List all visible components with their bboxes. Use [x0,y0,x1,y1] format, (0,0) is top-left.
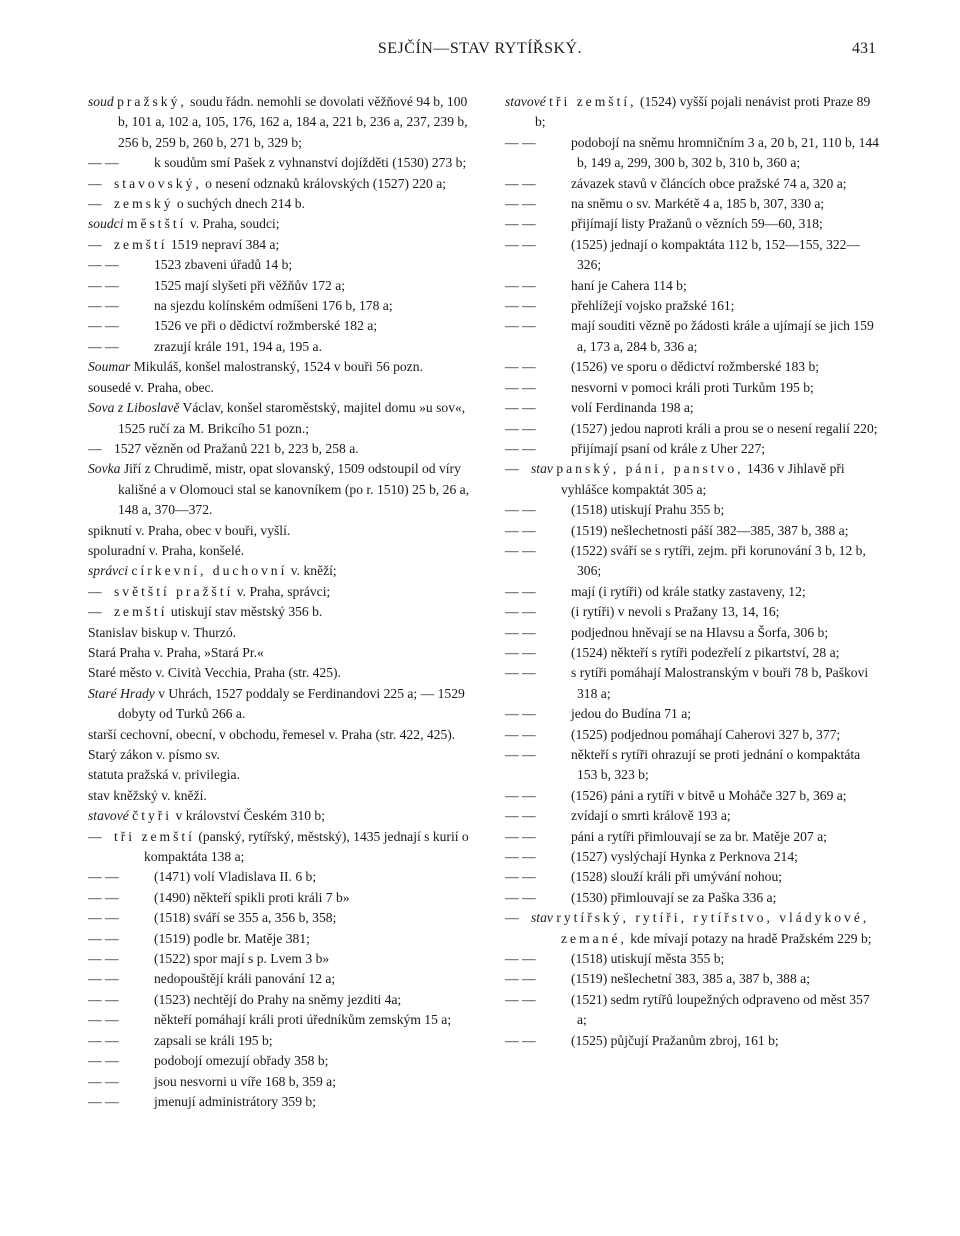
entry-text: k soudům smí Pašek z vyhnanství dojížděti (1530) 273 b; [154,155,467,171]
continuation-dash: — — [505,359,536,375]
continuation-dash: — — [505,196,536,212]
spaced-term: tři zemští, [549,94,637,109]
index-entry [88,867,478,887]
headword: soudci [88,216,124,232]
continuation-dash: — — [88,1053,119,1069]
index-entry [88,561,478,581]
continuation-dash: — — [505,951,536,967]
entry-text: (1519) nešlechetnosti páší 382—385, 387 b, 388 a; [571,522,849,538]
index-entry [505,949,881,969]
index-entry [88,745,478,765]
index-entry [88,1072,478,1092]
spaced-term: zemští [114,236,168,252]
index-entry [88,602,478,622]
continuation-dash: — — [505,808,536,824]
index-entry [88,1051,478,1071]
spaced-term: pražský, [117,94,187,109]
index-entry [505,704,881,724]
continuation-dash: — — [505,134,536,150]
continuation-dash: — [88,196,102,212]
continuation-dash: — — [88,155,119,171]
entry-text: 1525 mají slyšeti při věžňův 172 a; [154,277,346,293]
index-entry [505,521,881,541]
entry-text: zapsali se králi 195 b; [154,1032,273,1048]
index-entry [88,357,478,377]
continuation-dash: — — [505,502,536,518]
index-entry [505,92,881,133]
index-entry [88,786,478,806]
index-entry [88,888,478,908]
headword: stav [531,461,553,477]
index-entry [88,949,478,969]
index-entry [88,643,478,663]
continuation-dash: — — [505,277,536,293]
index-entry [505,235,881,276]
index-entry [505,296,881,316]
entry-text: Starý zákon v. písmo sv. [88,747,220,762]
continuation-dash: — — [88,951,119,967]
entry-text: (1523) nechtějí do Prahy na sněmy jezditi 4a; [154,991,402,1007]
index-entry [88,214,478,234]
entry-text: 1436 v Jihlavě při vyhlášce kompaktát 305 a; [561,461,845,497]
index-entry [88,1092,478,1112]
continuation-dash: — — [88,257,119,273]
continuation-dash: — — [505,971,536,987]
continuation-dash: — — [505,542,536,558]
index-entry [505,133,881,174]
index-entry [88,929,478,949]
entry-text: (1526) ve sporu o dědictví rožmberské 183 b; [571,359,820,375]
continuation-dash: — — [505,298,536,314]
index-entry [88,521,478,541]
continuation-dash: — — [88,1073,119,1089]
entry-text: (1518) utiskují města 355 b; [571,951,725,967]
index-entry [88,194,478,214]
index-entry [505,500,881,520]
headword: stavové [88,808,129,824]
continuation-dash: — — [505,644,536,660]
entry-text: 1527 vězněn od Pražanů 221 b, 223 b, 258 a. [114,440,359,456]
entry-text: v. Praha, správci; [233,583,331,599]
index-entry [505,194,881,214]
continuation-dash: — [88,604,102,620]
page-header [0,40,960,66]
entry-text: (i rytíři) v nevoli s Pražany 13, 14, 16; [571,604,780,620]
continuation-dash: — — [505,583,536,599]
entry-text: přijímají psaní od krále z Uher 227; [571,440,766,456]
entry-text: (1518) utiskují Prahu 355 b; [571,502,725,518]
continuation-dash: — [88,583,102,599]
spaced-term: čtyři [132,808,173,824]
continuation-dash: — — [505,318,536,334]
index-entry [88,92,478,153]
entry-text: statuta pražská v. privilegia. [88,767,240,783]
spaced-term: panský, páni, panstvo, [556,461,744,477]
entry-text: starší cechovní, obecní, v obchodu, řemesel v. Praha (str. 422, 425). [88,726,456,742]
entry-text: Staré město v. Cività Vecchia, Praha (str. 425). [88,665,341,681]
continuation-dash: — — [88,1032,119,1048]
index-entry [88,684,478,725]
index-entry [88,337,478,357]
index-entry [505,867,881,887]
index-entry [88,276,478,296]
continuation-dash: — — [505,849,536,865]
entry-text: (1519) nešlechetní 383, 385 a, 387 b, 388 a; [571,971,810,987]
entry-text: volí Ferdinanda 198 a; [571,400,694,416]
index-entry [88,235,478,255]
entry-text: někteří pomáhají králi proti úředníkům zemským 15 a; [154,1012,452,1028]
entry-text: Václav, konšel staroměstský, majitel domu »u sov«, 1525 ručí za M. Brikcího 51 pozn.; [118,400,466,436]
entry-text: přehlížejí vojsko pražské 161; [571,298,735,314]
continuation-dash: — — [505,216,536,232]
entry-text: v. kněží; [287,563,337,579]
index-entry [505,378,881,398]
index-entry [88,623,478,643]
index-entry [505,847,881,867]
continuation-dash: — [505,910,519,926]
continuation-dash: — — [88,277,119,293]
continuation-dash: — — [505,665,536,681]
continuation-dash: — — [88,930,119,946]
entry-text: s rytíři pomáhají Malostranským v bouři 78 b, Paškovi 318 a; [571,665,869,701]
index-entry [505,725,881,745]
index-entry [505,316,881,357]
entry-text: někteří s rytíři ohrazují se proti jednání o kompaktáta 153 b, 323 b; [571,747,861,783]
continuation-dash: — — [88,889,119,905]
continuation-dash: — — [505,522,536,538]
index-entry [505,582,881,602]
entry-text: stav kněžský v. kněží. [88,787,207,803]
index-entry [88,439,478,459]
entry-text: haní je Cahera 114 b; [571,277,687,293]
continuation-dash: — — [505,420,536,436]
index-entry [505,419,881,439]
continuation-dash: — — [505,1032,536,1048]
index-entry [88,1031,478,1051]
running-title: SEJČÍN—STAV RYTÍŘSKÝ. [377,40,583,57]
entry-text: (1522) sváří se s rytíři, zejm. při korunování 3 b, 12 b, 306; [571,542,866,579]
entry-text: (1519) podle br. Matěje 381; [154,930,310,946]
continuation-dash: — [88,828,102,844]
continuation-dash: — — [88,971,119,987]
index-entry [505,623,881,643]
entry-text: (1490) někteří spikli proti králi 7 b» [154,889,350,905]
spaced-term: církevní, duchovní [131,563,288,579]
entry-text: mají (i rytíři) od krále statky zastaveny, 12; [571,583,806,599]
spaced-term: stavovský, [114,175,202,191]
index-entry [505,459,881,500]
entry-text: (1526) páni a rytíři v bitvě u Moháče 327 b, 369 a; [571,787,847,803]
headword: stavové [505,94,546,109]
headword: správci [88,563,129,579]
entry-text: podobojí na sněmu hromničním 3 a, 20 b, 21, 110 b, 144 b, 149 a, 299, 300 b, 302 b, 310 b, 360 a; [571,134,879,171]
index-entry [88,806,478,826]
headword: Staré Hrady [88,685,155,701]
entry-text: (1530) přimlouvají se za Paška 336 a; [571,889,777,905]
headword: Soumar [88,359,131,375]
continuation-dash: — — [505,991,536,1007]
entry-text: podjednou hněvají se na Hlavsu a Šorfa, 306 b; [571,624,829,640]
entry-text: mají souditi vězně po žádosti krále a ujímají se jich 159 a, 173 a, 284 b, 336 a; [571,318,874,354]
index-entry [505,602,881,622]
entry-text: Stanislav biskup v. Thurzó. [88,624,237,640]
index-entry [505,541,881,582]
index-entry [505,990,881,1031]
continuation-dash: — — [505,747,536,762]
continuation-dash: — — [88,338,119,354]
continuation-dash: — — [505,379,536,395]
continuation-dash: — — [88,991,119,1007]
index-entry [505,276,881,296]
index-entry [88,908,478,928]
headword: Sovka [88,461,121,477]
entry-text: 1523 zbaveni úřadů 14 b; [154,257,293,273]
continuation-dash: — — [505,787,536,803]
index-entry [88,1010,478,1030]
entry-text: o nesení odznaků královských (1527) 220 a; [201,175,447,191]
entry-text: spoluradní v. Praha, konšelé. [88,542,245,558]
continuation-dash: — — [505,400,536,416]
entry-text: zvídají o smrti králově 193 a; [571,808,731,824]
entry-text: (1525) podjednou pomáhají Caherovi 327 b, 377; [571,726,841,742]
entry-text: (1518) sváří se 355 a, 356 b, 358; [154,910,337,926]
index-entry [505,827,881,847]
index-entry [88,255,478,275]
continuation-dash: — — [505,604,536,620]
spaced-term: zemští [114,604,168,620]
index-entry [88,153,478,173]
entry-text: v království Českém 310 b; [172,808,326,824]
continuation-dash: — — [505,828,536,844]
index-entry [505,908,881,949]
entry-text: (1525) jednají o kompaktáta 112 b, 152—155, 322—326; [571,236,861,273]
spaced-term: zemský [114,196,174,212]
spaced-term: rytířský, rytíři, rytířstvo, vládykové, zemané, [556,910,870,946]
index-entry [88,582,478,602]
index-entry [88,398,478,439]
continuation-dash: — — [505,889,536,905]
entry-text: na sněmu o sv. Markétě 4 a, 185 b, 307, 330 a; [571,196,825,212]
left-column [88,92,478,1112]
entry-text: Jiří z Chrudimě, mistr, opat slovanský, 1509 odstoupil od víry kališné a v Olomouci stal se kanovníkem (po r. 1510) 25 b, 26 a, 148 a, 370—372. [118,461,470,518]
right-column [505,92,881,1051]
entry-text: (1528) slouží králi při umývání nohou; [571,869,783,885]
continuation-dash: — — [88,1012,119,1028]
spaced-term: městští [126,216,187,232]
entry-text: (1521) sedm rytířů loupežných odpraveno od měst 357 a; [571,991,870,1028]
headword: Sova z Liboslavě [88,400,180,416]
entry-text: Mikuláš, konšel malostranský, 1524 v bouři 56 pozn. [130,359,423,375]
index-entry [505,439,881,459]
continuation-dash: — [88,175,102,191]
entry-text: páni a rytíři přimlouvají se za br. Matěje 207 a; [571,828,827,844]
index-entry [88,725,478,745]
entry-text: (1522) spor mají s p. Lvem 3 b» [154,951,330,967]
index-entry [88,541,478,561]
index-entry [505,174,881,194]
index-entry [505,888,881,908]
headword: soud [88,94,114,109]
continuation-dash: — — [505,706,536,722]
entry-text: (1527) jedou naproti králi a prou se o nesení regalií 220; [571,420,878,436]
entry-text: jedou do Budína 71 a; [571,706,692,722]
entry-text: nedopouštějí králi panování 12 a; [154,971,336,987]
index-entry [88,316,478,336]
entry-text: o suchých dnech 214 b. [173,196,305,212]
entry-text: přijímají listy Pražanů o vězních 59—60, 318; [571,216,823,232]
continuation-dash: — — [505,236,536,252]
continuation-dash: — — [505,440,536,456]
index-entry [88,663,478,683]
entry-text: sousedé v. Praha, obec. [88,379,214,395]
index-entry [505,786,881,806]
entry-text: (1524) vyšší pojali nenávist proti Praze 89 b; [535,94,871,130]
continuation-dash: — [88,236,102,252]
index-entry [88,827,478,868]
entry-text: na sjezdu kolínském odmíšeni 176 b, 178 a; [154,298,393,314]
index-entry [88,174,478,194]
entry-text: v Uhrách, 1527 poddaly se Ferdinandovi 225 a; — 1529 dobyty od Turků 266 a. [118,685,465,722]
index-entry [88,378,478,398]
index-entry [505,806,881,826]
headword: stav [531,910,553,926]
continuation-dash: — [505,461,519,477]
entry-text: kde mívají potazy na hradě Pražském 229 b; [626,930,872,946]
page-number: 431 [852,40,876,57]
continuation-dash: — — [88,298,119,314]
entry-text: Stará Praha v. Praha, »Stará Pr.« [88,644,264,660]
entry-text: spiknutí v. Praha, obec v bouři, vyšlí. [88,522,291,538]
index-entry [505,663,881,704]
entry-text: podobojí omezují obřady 358 b; [154,1053,329,1069]
entry-text: (1524) někteří s rytíři podezřelí z pikartství, 28 a; [571,644,840,660]
continuation-dash: — — [505,624,536,640]
spaced-term: tři zemští [114,828,195,844]
continuation-dash: — — [88,869,119,885]
continuation-dash: — — [505,869,536,885]
entry-text: závazek stavů v článcích obce pražské 74 a, 320 a; [571,175,847,191]
continuation-dash: — — [88,1093,119,1109]
index-entry [505,643,881,663]
entry-text: (panský, rytířský, městský), 1435 jednají s kurií o kompaktáta 138 a; [144,828,469,865]
spaced-term: světští pražští [114,583,234,599]
index-entry [505,745,881,786]
entry-text: 1526 ve při o dědictví rožmberské 182 a; [154,318,378,334]
index-entry [88,296,478,316]
continuation-dash: — — [505,726,536,742]
entry-text: 1519 nepraví 384 a; [167,236,280,252]
entry-text: v. Praha, soudci; [186,216,280,232]
index-entry [88,969,478,989]
index-entry [505,969,881,989]
index-entry [505,357,881,377]
continuation-dash: — — [88,318,119,334]
index-entry [88,990,478,1010]
index-entry [505,1031,881,1051]
index-entry [88,765,478,785]
entry-text: soudu řádn. nemohli se dovolati věžňové 94 b, 100 b, 101 a, 102 a, 105, 176, 162 a, 184 a, 221 b, 236 a, 237, 239 b, 256 b, 259 b, 260 b, 271 b, 329 b; [118,94,468,150]
entry-text: (1525) půjčují Pražanům zbroj, 161 b; [571,1032,779,1048]
index-entry [505,398,881,418]
index-entry [505,214,881,234]
continuation-dash: — — [88,910,119,926]
entry-text: utiskují stav městský 356 b. [167,604,323,620]
index-entry [88,459,478,520]
continuation-dash: — — [505,175,536,191]
entry-text: (1527) vyslýchají Hynka z Perknova 214; [571,849,798,865]
entry-text: zrazují krále 191, 194 a, 195 a. [154,338,322,354]
entry-text: jsou nesvorni u víře 168 b, 359 a; [154,1073,336,1089]
entry-text: nesvorni v pomoci králi proti Turkům 195 b; [571,379,814,395]
entry-text: (1471) volí Vladislava II. 6 b; [154,869,317,885]
continuation-dash: — [88,440,102,456]
entry-text: jmenují administrátory 359 b; [154,1093,316,1109]
